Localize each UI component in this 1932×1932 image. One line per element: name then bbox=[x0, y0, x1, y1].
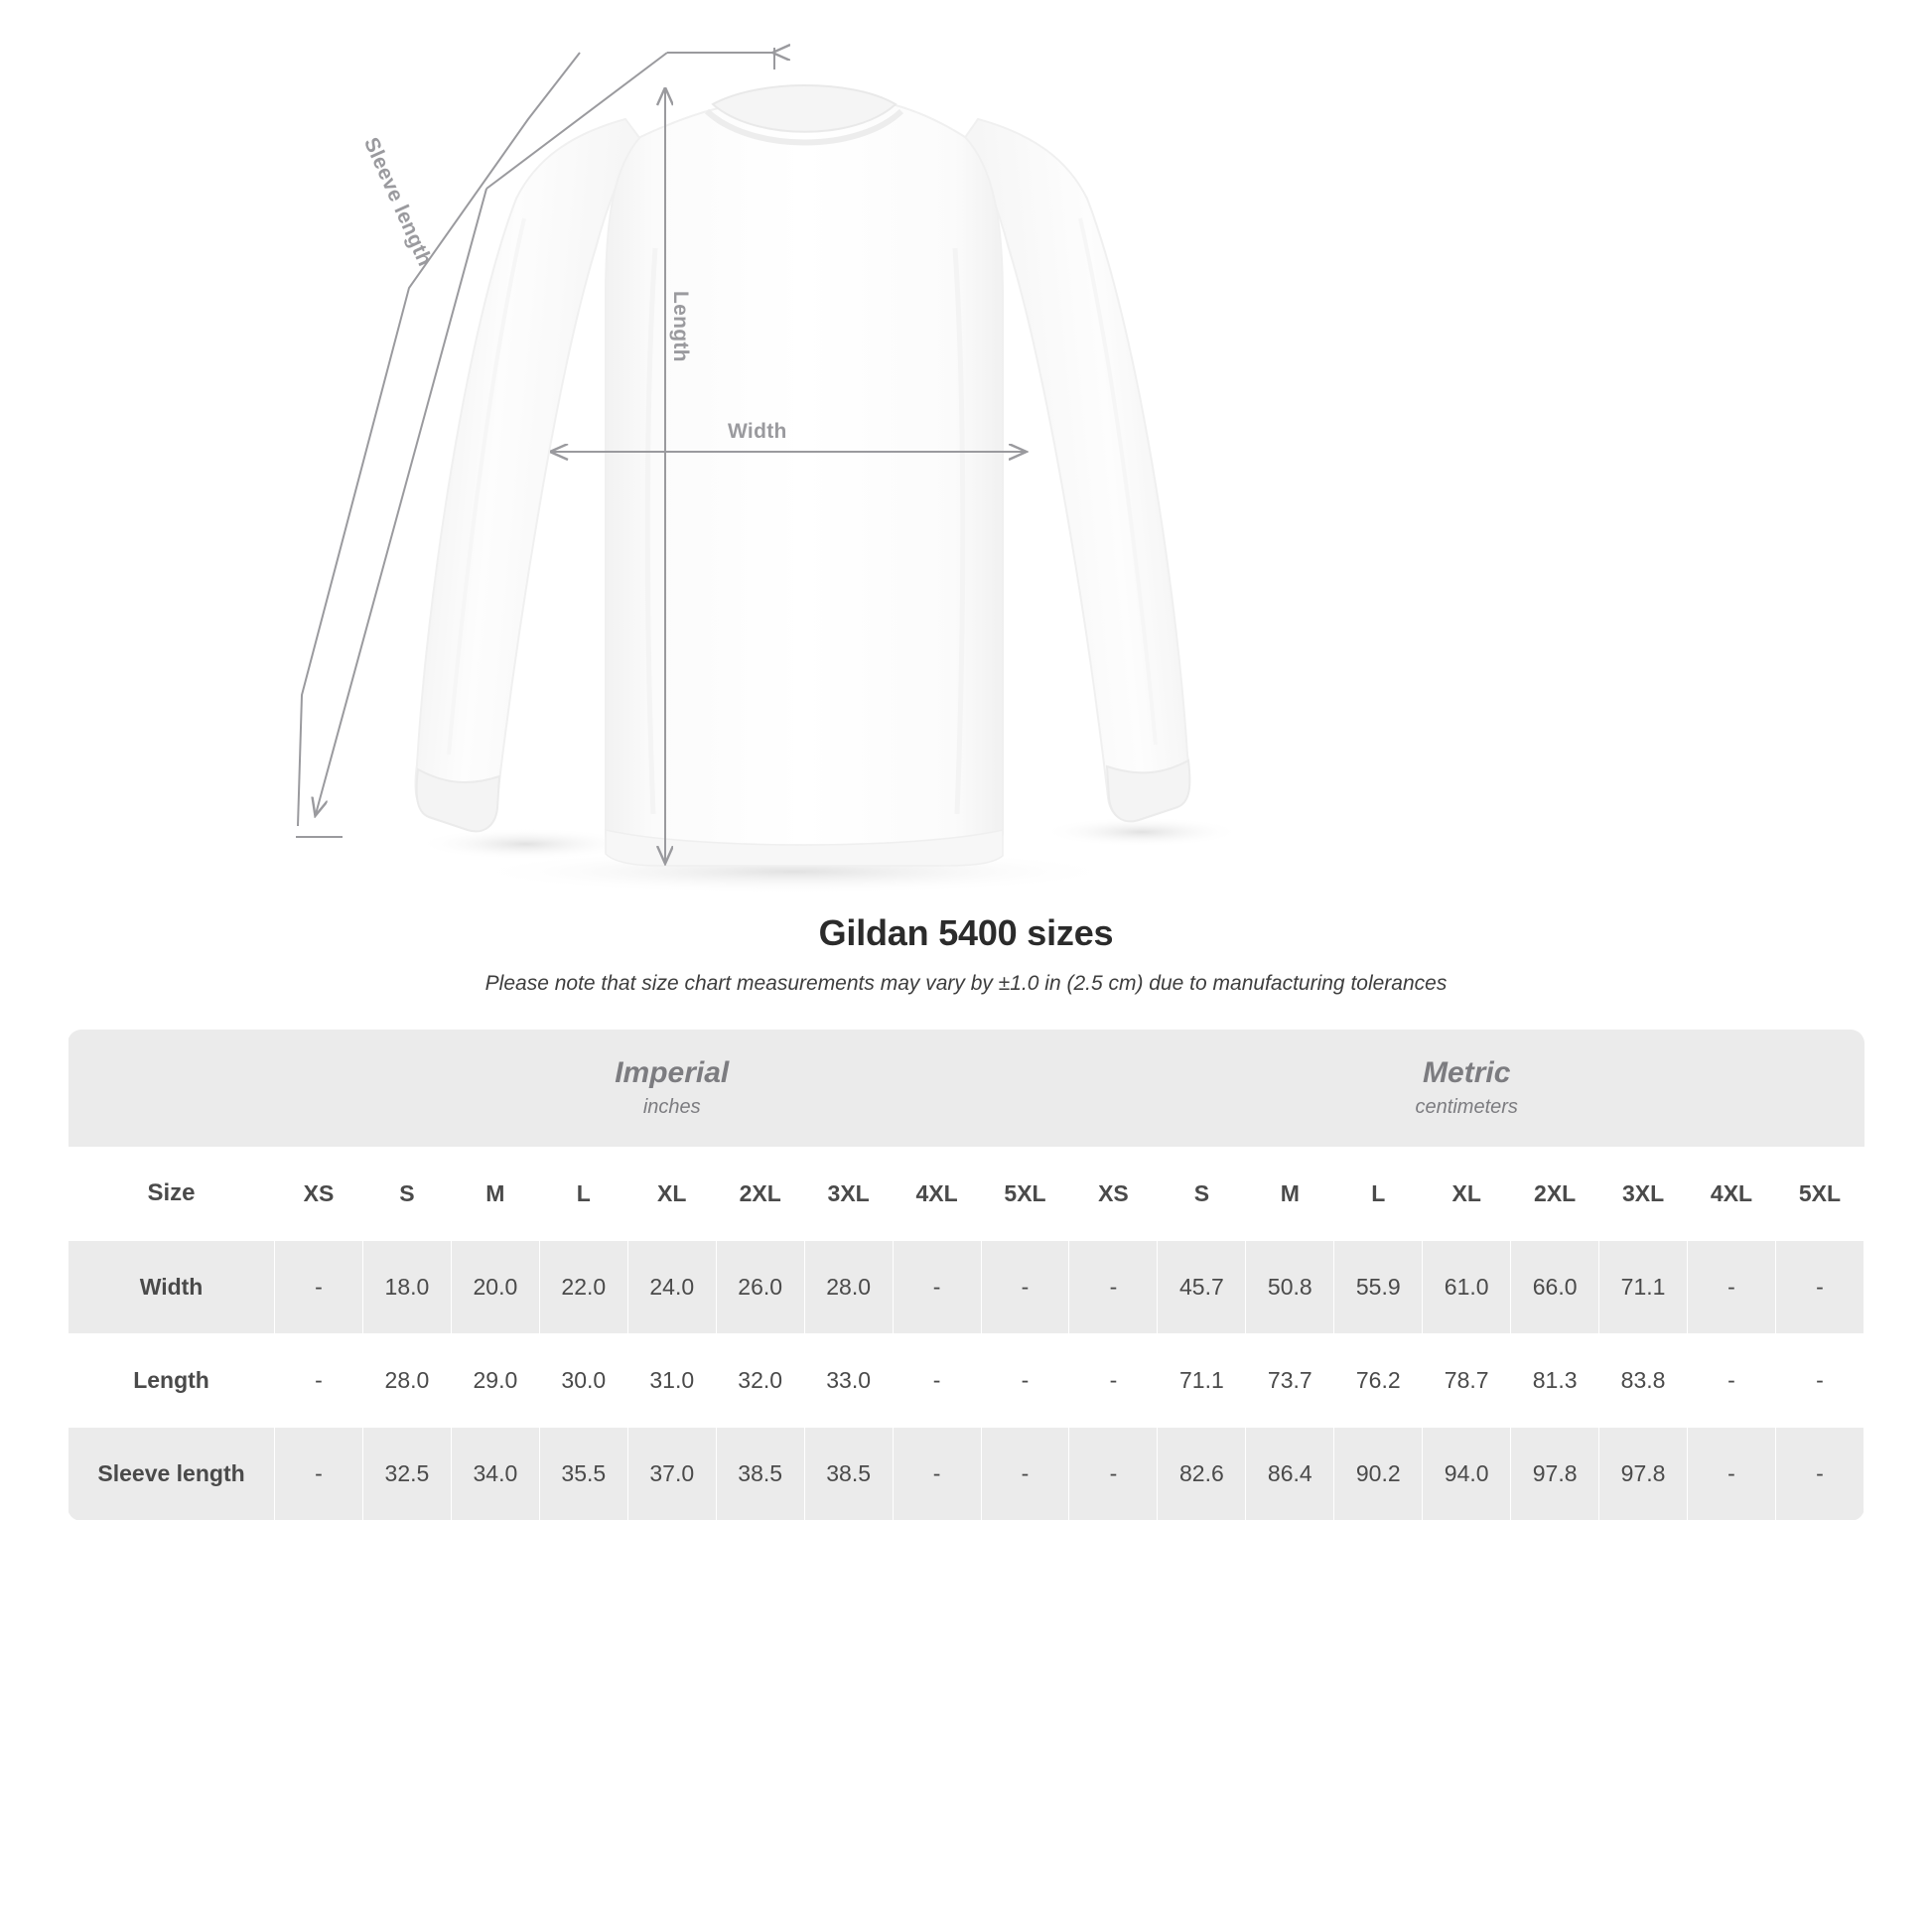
size-table-wrapper bbox=[68, 1030, 1864, 1521]
table-row bbox=[69, 1333, 1864, 1427]
measurement-cell: - bbox=[1069, 1333, 1158, 1427]
measurement-cell: - bbox=[1069, 1427, 1158, 1520]
measurement-cell: 35.5 bbox=[539, 1427, 627, 1520]
measurement-cell: 32.5 bbox=[362, 1427, 451, 1520]
measurement-row-label: Sleeve length bbox=[69, 1427, 275, 1520]
measurement-cell: - bbox=[1688, 1427, 1776, 1520]
measurement-cell: 31.0 bbox=[627, 1333, 716, 1427]
measurement-cell: - bbox=[1775, 1427, 1863, 1520]
measurement-cell: 78.7 bbox=[1423, 1333, 1511, 1427]
measurement-cell: 55.9 bbox=[1334, 1240, 1423, 1333]
measurement-cell: - bbox=[1688, 1333, 1776, 1427]
measurement-cell: 45.7 bbox=[1158, 1240, 1246, 1333]
unit-group-name: Imperial bbox=[615, 1056, 730, 1090]
measurement-cell: 76.2 bbox=[1334, 1333, 1423, 1427]
measurement-cell: 97.8 bbox=[1599, 1427, 1688, 1520]
measurement-cell: 81.3 bbox=[1511, 1333, 1599, 1427]
size-header-row bbox=[69, 1147, 1864, 1240]
measurement-cell: 86.4 bbox=[1246, 1427, 1334, 1520]
size-header-cell: L bbox=[1334, 1147, 1423, 1240]
measurement-cell: - bbox=[893, 1333, 981, 1427]
unit-group-sub: centimeters bbox=[1415, 1096, 1518, 1119]
sleeve-length-label: Sleeve length bbox=[358, 134, 437, 270]
measurement-cell: 61.0 bbox=[1423, 1240, 1511, 1333]
measurement-cell: 24.0 bbox=[627, 1240, 716, 1333]
measurement-cell: 73.7 bbox=[1246, 1333, 1334, 1427]
measurement-row-label: Width bbox=[69, 1240, 275, 1333]
size-header-cell: M bbox=[1246, 1147, 1334, 1240]
measurement-cell: - bbox=[275, 1427, 363, 1520]
size-header-cell: M bbox=[451, 1147, 539, 1240]
measurement-cell: 33.0 bbox=[804, 1333, 893, 1427]
size-column-header: Size bbox=[69, 1147, 275, 1240]
size-header-cell: XS bbox=[1069, 1147, 1158, 1240]
table-row bbox=[69, 1427, 1864, 1520]
size-header-cell: 4XL bbox=[893, 1147, 981, 1240]
measurement-cell: 82.6 bbox=[1158, 1427, 1246, 1520]
measurement-cell: - bbox=[981, 1333, 1069, 1427]
size-header-cell: 3XL bbox=[804, 1147, 893, 1240]
measurement-cell: 66.0 bbox=[1511, 1240, 1599, 1333]
measurement-cell: 34.0 bbox=[451, 1427, 539, 1520]
measurement-cell: 97.8 bbox=[1511, 1427, 1599, 1520]
tolerance-note: Please note that size chart measurements may vary by ±1.0 in (2.5 cm) due to manufacturing tolerances bbox=[484, 972, 1448, 995]
measurement-cell: 50.8 bbox=[1246, 1240, 1334, 1333]
measurement-cell: - bbox=[1688, 1240, 1776, 1333]
measurement-cell: 20.0 bbox=[451, 1240, 539, 1333]
table-corner-cell bbox=[69, 1030, 275, 1147]
measurement-cell: - bbox=[893, 1427, 981, 1520]
measurement-row-label: Length bbox=[69, 1333, 275, 1427]
measurement-cell: 71.1 bbox=[1158, 1333, 1246, 1427]
size-table bbox=[68, 1030, 1864, 1521]
size-header-cell: XL bbox=[627, 1147, 716, 1240]
size-header-cell: XL bbox=[1423, 1147, 1511, 1240]
size-header-cell: 5XL bbox=[1775, 1147, 1863, 1240]
measurement-cell: 30.0 bbox=[539, 1333, 627, 1427]
measurement-cell: - bbox=[1775, 1333, 1863, 1427]
measurement-cell: 18.0 bbox=[362, 1240, 451, 1333]
table-row bbox=[69, 1240, 1864, 1333]
measurement-cell: - bbox=[981, 1240, 1069, 1333]
size-header-cell: 2XL bbox=[716, 1147, 804, 1240]
measurement-cell: 38.5 bbox=[716, 1427, 804, 1520]
unit-group-header-metric bbox=[1069, 1030, 1864, 1147]
measurement-cell: 26.0 bbox=[716, 1240, 804, 1333]
size-header-cell: XS bbox=[275, 1147, 363, 1240]
measurement-cell: 38.5 bbox=[804, 1427, 893, 1520]
measurement-cell: - bbox=[1069, 1240, 1158, 1333]
measurement-cell: 37.0 bbox=[627, 1427, 716, 1520]
measurement-cell: - bbox=[275, 1240, 363, 1333]
dimension-arrows bbox=[0, 0, 1932, 898]
measurement-cell: - bbox=[981, 1427, 1069, 1520]
size-header-cell: 2XL bbox=[1511, 1147, 1599, 1240]
unit-group-header-imperial bbox=[275, 1030, 1069, 1147]
size-header-cell: S bbox=[362, 1147, 451, 1240]
size-header-cell: L bbox=[539, 1147, 627, 1240]
measurement-cell: - bbox=[893, 1240, 981, 1333]
width-label: Width bbox=[728, 420, 787, 443]
measurement-cell: 22.0 bbox=[539, 1240, 627, 1333]
measurement-cell: 71.1 bbox=[1599, 1240, 1688, 1333]
measurement-cell: 94.0 bbox=[1423, 1427, 1511, 1520]
unit-group-sub: inches bbox=[642, 1096, 701, 1119]
unit-group-name: Metric bbox=[1423, 1056, 1511, 1090]
measurement-cell: 83.8 bbox=[1599, 1333, 1688, 1427]
measurement-cell: 28.0 bbox=[362, 1333, 451, 1427]
length-label: Length bbox=[669, 291, 692, 362]
measurement-cell: - bbox=[1775, 1240, 1863, 1333]
page-title: Gildan 5400 sizes bbox=[818, 912, 1114, 953]
size-header-cell: 4XL bbox=[1688, 1147, 1776, 1240]
measurement-cell: 90.2 bbox=[1334, 1427, 1423, 1520]
size-header-cell: 5XL bbox=[981, 1147, 1069, 1240]
measurement-cell: 32.0 bbox=[716, 1333, 804, 1427]
title-block bbox=[0, 912, 1932, 996]
measurement-cell: 29.0 bbox=[451, 1333, 539, 1427]
size-header-cell: 3XL bbox=[1599, 1147, 1688, 1240]
garment-illustration bbox=[0, 0, 1932, 898]
measurement-cell: 28.0 bbox=[804, 1240, 893, 1333]
measurement-cell: - bbox=[275, 1333, 363, 1427]
size-header-cell: S bbox=[1158, 1147, 1246, 1240]
unit-header-row bbox=[69, 1030, 1864, 1147]
